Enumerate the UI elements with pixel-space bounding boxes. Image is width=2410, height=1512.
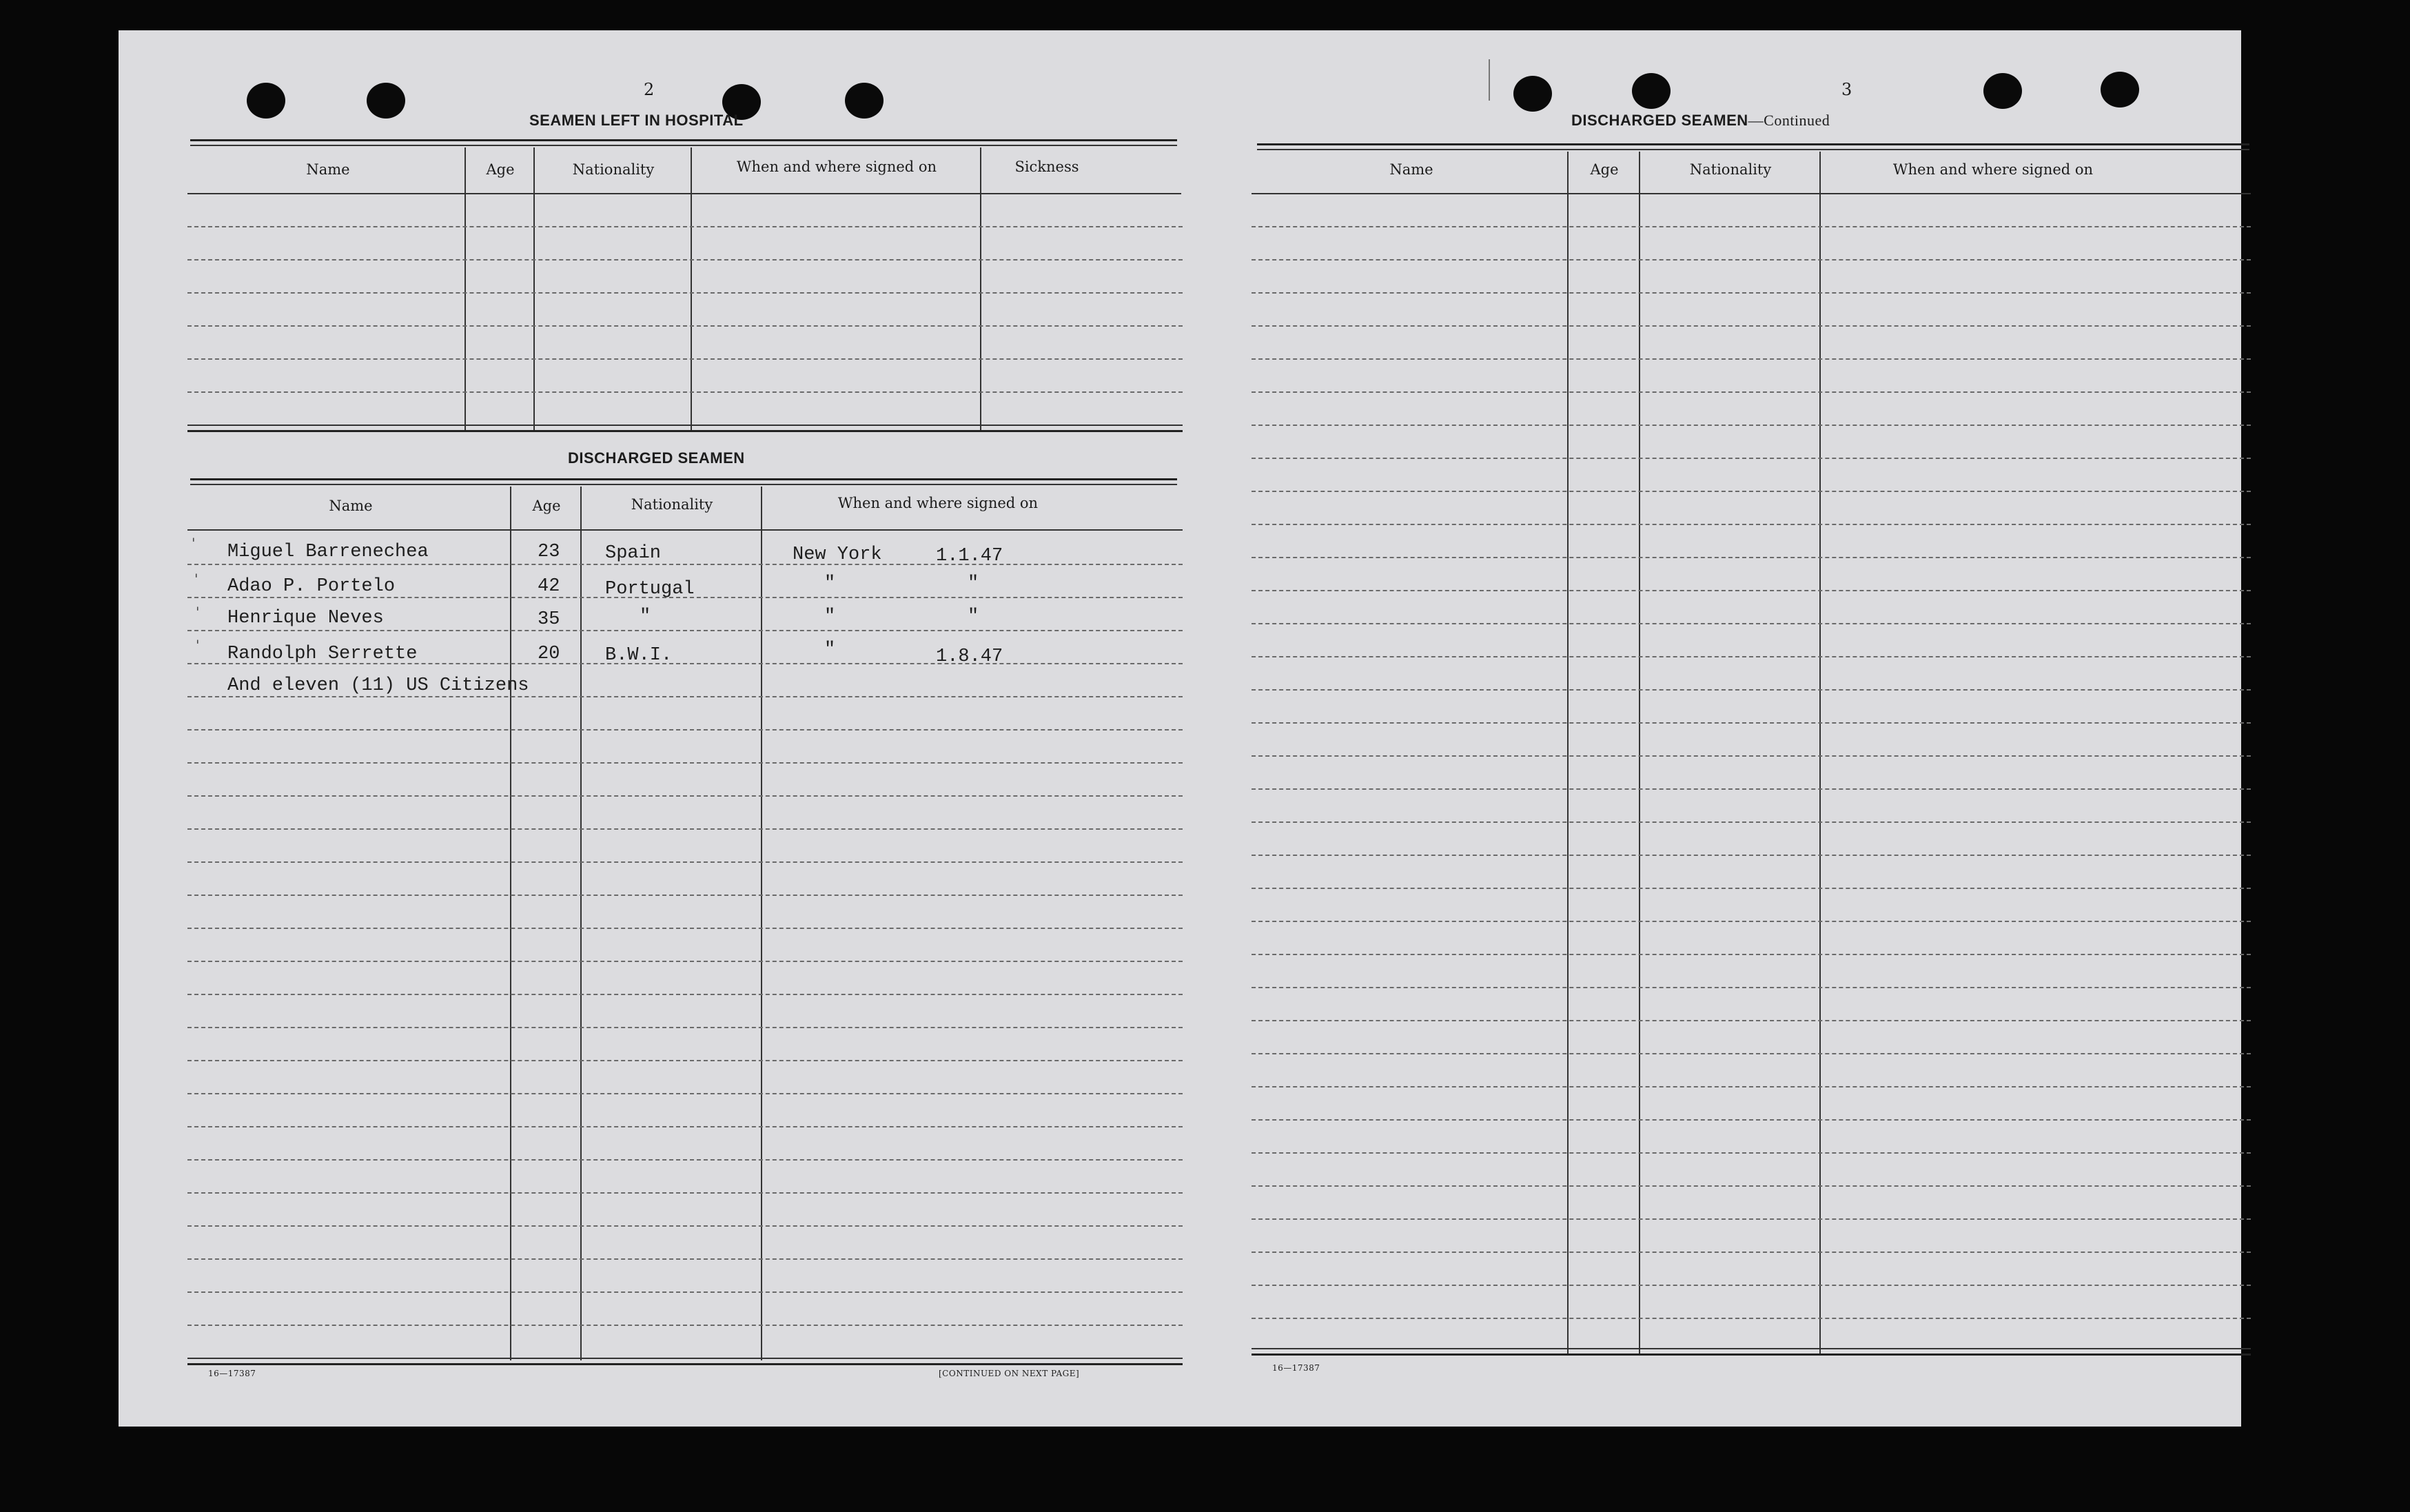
- column-header-nationality: Nationality: [1689, 161, 1772, 178]
- signed-on-place: New York: [793, 544, 882, 565]
- ruled-line: [187, 861, 1183, 863]
- seaman-nationality: B.W.I.: [605, 645, 673, 666]
- tick-mark: ': [192, 535, 196, 551]
- ruled-line: [187, 696, 1183, 697]
- column-divider: [761, 487, 762, 1360]
- ruled-line: [187, 1225, 1183, 1227]
- punch-hole: [367, 83, 405, 119]
- discharged-note: And eleven (11) US Citizens: [227, 675, 529, 696]
- page-number: 2: [644, 80, 655, 99]
- header-bottom-rule: [187, 193, 1181, 194]
- continued-notice: [CONTINUED ON NEXT PAGE]: [939, 1369, 1080, 1378]
- seaman-nationality: Spain: [605, 543, 662, 564]
- signed-on-date: 1.8.47: [936, 646, 1003, 667]
- column-divider: [1639, 152, 1640, 1353]
- seaman-nationality: Portugal: [605, 579, 695, 600]
- ruled-line: [187, 292, 1183, 294]
- ruled-line: [1252, 1218, 2251, 1220]
- table-top-rule: [190, 478, 1177, 480]
- table-top-rule: [190, 139, 1177, 141]
- ruled-line: [187, 1159, 1183, 1161]
- ruled-line: [187, 961, 1183, 962]
- column-header-signed-on: When and where signed on: [1892, 161, 2094, 178]
- seaman-name: Henrique Neves: [227, 608, 384, 629]
- ruled-line: [1252, 623, 2251, 624]
- ruled-line: [187, 895, 1183, 896]
- column-divider: [691, 147, 692, 430]
- right-page: [1180, 30, 2241, 1427]
- ruled-line: [187, 358, 1183, 360]
- punch-hole: [1513, 76, 1552, 112]
- ruled-line: [1252, 921, 2251, 922]
- signed-on-date: ": [968, 606, 979, 627]
- ruled-line: [1252, 358, 2251, 360]
- ruled-line: [1252, 524, 2251, 525]
- tick-mark: ': [196, 637, 200, 653]
- ruled-line: [1252, 1053, 2251, 1054]
- column-header-signed-on: When and where signed on: [837, 495, 1039, 511]
- ruled-line: [1252, 1119, 2251, 1121]
- ruled-line: [1252, 425, 2251, 426]
- form-number: 16—17387: [208, 1369, 256, 1378]
- table-bottom-rule: [187, 425, 1183, 426]
- ruled-line: [1252, 1252, 2251, 1253]
- ruled-line: [187, 325, 1183, 327]
- hospital-section-title: SEAMEN LEFT IN HOSPITAL: [529, 112, 744, 129]
- ruled-line: [1252, 1086, 2251, 1087]
- ruled-line: [187, 1126, 1183, 1127]
- ledger-sheet: [119, 30, 2241, 1427]
- seaman-age: 35: [538, 609, 560, 630]
- column-header-nationality: Nationality: [572, 161, 655, 178]
- ruled-line: [187, 1093, 1183, 1094]
- table-bottom-rule: [187, 1358, 1183, 1359]
- column-divider: [464, 147, 466, 430]
- signed-on-place: ": [824, 573, 836, 594]
- table-bottom-rule: [187, 1363, 1183, 1365]
- page-number: 3: [1841, 80, 1852, 99]
- column-header-name: Name: [1389, 161, 1433, 178]
- punch-hole: [1983, 73, 2022, 109]
- table-bottom-rule: [1252, 1353, 2251, 1356]
- ruled-line: [1252, 1020, 2251, 1021]
- ruled-line: [187, 564, 1183, 565]
- ruled-line: [187, 1258, 1183, 1260]
- ruled-line: [1252, 325, 2251, 327]
- ruled-line: [1252, 788, 2251, 790]
- ruled-line: [1252, 954, 2251, 955]
- punch-hole: [247, 83, 285, 119]
- ruled-line: [187, 994, 1183, 995]
- ruled-line: [187, 259, 1183, 260]
- table-top-rule: [190, 484, 1177, 485]
- header-bottom-rule: [187, 529, 1183, 531]
- ruled-line: [187, 1060, 1183, 1061]
- ruled-line: [187, 928, 1183, 929]
- signed-on-date: ": [968, 573, 979, 594]
- column-divider: [580, 487, 582, 1360]
- ruled-line: [1252, 821, 2251, 823]
- ruled-line: [1252, 491, 2251, 492]
- ruled-line: [1252, 1152, 2251, 1154]
- seaman-name: Randolph Serrette: [227, 644, 418, 664]
- ruled-line: [187, 630, 1183, 631]
- punch-hole: [2101, 72, 2139, 108]
- column-divider: [533, 147, 535, 430]
- paper-crease: [1489, 59, 1490, 101]
- signed-on-place: ": [824, 640, 836, 660]
- ruled-line: [1252, 987, 2251, 988]
- ruled-line: [1252, 755, 2251, 757]
- column-divider: [980, 147, 981, 430]
- column-divider: [1819, 152, 1821, 1353]
- tick-mark: ': [194, 571, 198, 587]
- seaman-age: 20: [538, 644, 560, 664]
- ruled-line: [1252, 292, 2251, 294]
- seaman-age: 23: [538, 542, 560, 562]
- signed-on-date: 1.1.47: [936, 546, 1003, 566]
- form-number: 16—17387: [1272, 1363, 1320, 1373]
- column-header-sickness: Sickness: [1014, 159, 1079, 175]
- discharged-section-title: DISCHARGED SEAMEN: [568, 449, 745, 467]
- ruled-line: [1252, 722, 2251, 724]
- ruled-line: [187, 1027, 1183, 1028]
- punch-hole: [845, 83, 884, 119]
- ruled-line: [1252, 226, 2251, 227]
- column-header-age: Age: [532, 498, 561, 514]
- table-bottom-rule: [1252, 1348, 2251, 1349]
- column-header-age: Age: [486, 161, 515, 178]
- discharged-continued-title: [1571, 112, 1830, 130]
- title-suffix: —Continued: [1748, 112, 1830, 129]
- column-divider: [1567, 152, 1569, 1353]
- left-page: [119, 30, 1180, 1427]
- ruled-line: [1252, 590, 2251, 591]
- ruled-line: [1252, 1185, 2251, 1187]
- ruled-line: [187, 795, 1183, 797]
- ruled-line: [187, 1291, 1183, 1293]
- ruled-line: [187, 1325, 1183, 1326]
- table-top-rule: [1257, 149, 2249, 150]
- ruled-line: [1252, 855, 2251, 856]
- ruled-line: [187, 1192, 1183, 1194]
- column-header-name: Name: [306, 161, 350, 178]
- ruled-line: [1252, 689, 2251, 691]
- ruled-line: [1252, 1285, 2251, 1286]
- seaman-name: Adao P. Portelo: [227, 576, 396, 597]
- punch-hole: [1632, 73, 1671, 109]
- tick-mark: ': [196, 604, 200, 620]
- column-header-nationality: Nationality: [631, 496, 713, 513]
- ruled-line: [1252, 458, 2251, 459]
- column-header-age: Age: [1590, 161, 1619, 178]
- column-divider: [510, 487, 511, 1360]
- column-header-name: Name: [329, 498, 373, 514]
- header-bottom-rule: [1252, 193, 2251, 194]
- ruled-line: [1252, 1318, 2251, 1319]
- ruled-line: [187, 762, 1183, 764]
- ruled-line: [187, 828, 1183, 830]
- ruled-line: [187, 226, 1183, 227]
- table-top-rule: [1257, 143, 2249, 145]
- ruled-line: [1252, 888, 2251, 889]
- ruled-line: [1252, 656, 2251, 657]
- table-bottom-rule: [187, 430, 1183, 432]
- column-header-signed-on: When and where signed on: [736, 159, 937, 175]
- seaman-age: 42: [538, 576, 560, 597]
- ruled-line: [1252, 391, 2251, 393]
- ruled-line: [1252, 557, 2251, 558]
- ruled-line: [187, 729, 1183, 731]
- title-text: DISCHARGED SEAMEN: [1571, 112, 1748, 129]
- ruled-line: [187, 391, 1183, 393]
- ruled-line: [1252, 259, 2251, 260]
- seaman-name: Miguel Barrenechea: [227, 542, 429, 562]
- seaman-nationality: ": [640, 606, 651, 627]
- table-top-rule: [190, 145, 1177, 146]
- signed-on-place: ": [824, 606, 836, 627]
